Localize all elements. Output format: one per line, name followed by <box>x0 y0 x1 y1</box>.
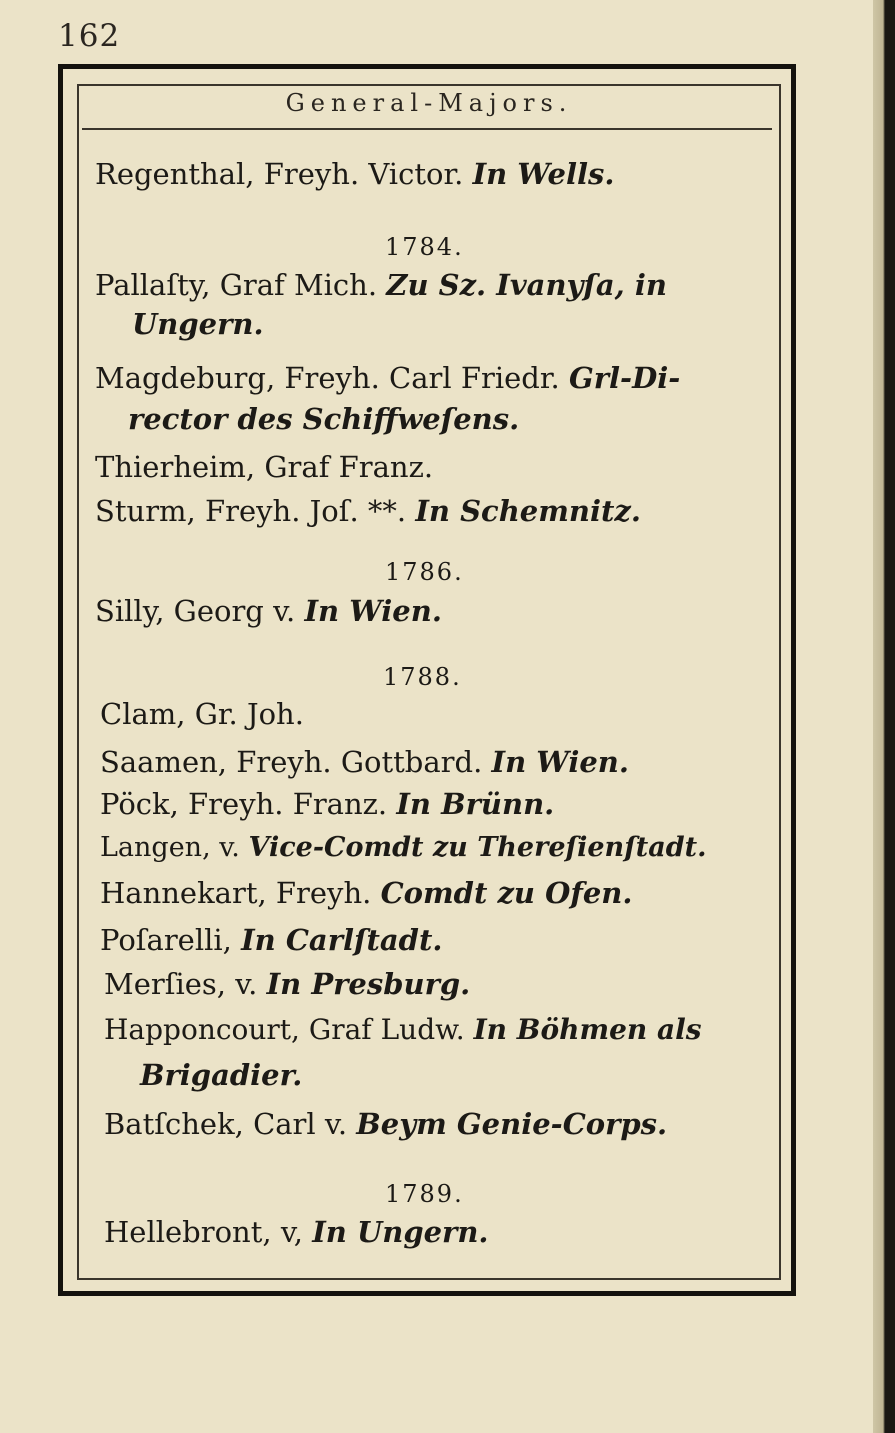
entry-happoncourt <box>104 1013 702 1046</box>
entry-note: Comdt zu Ofen. <box>380 876 633 910</box>
entry-note: In Carlſtadt. <box>241 923 443 957</box>
year-heading: 1789. <box>385 1180 464 1208</box>
entry-name: Clam, Gr. Joh. <box>100 697 304 731</box>
section-title: General-Majors. <box>285 89 573 117</box>
entry-name: Saamen, Freyh. Gottbard. <box>100 745 483 779</box>
entry-continuation: rector des Schiffweſens. <box>128 402 520 436</box>
entry-continuation: Ungern. <box>132 307 264 341</box>
entry-note: In Presburg. <box>266 967 471 1001</box>
entry-name: Poſarelli, <box>100 923 232 957</box>
entry-name: Pöck, Freyh. Franz. <box>100 787 388 821</box>
entry-note: In Brünn. <box>396 787 555 821</box>
header-rule <box>82 128 772 130</box>
entry-hannekart <box>100 876 633 910</box>
entry-name: Thierheim, Graf Franz. <box>95 450 434 484</box>
entry-poeck <box>100 787 555 821</box>
entry-note: In Wells. <box>472 157 615 191</box>
entry-note: Grl-Di- <box>568 361 681 395</box>
entry-saamen <box>100 745 629 779</box>
entry-mersies <box>104 967 471 1001</box>
entry-name: Regenthal, Freyh. Victor. <box>95 157 464 191</box>
entry-note: Vice-Comdt zu Thereſienſtadt. <box>248 832 707 863</box>
entry-name: Happoncourt, Graf Ludw. <box>104 1013 465 1046</box>
year-heading: 1786. <box>385 558 464 586</box>
entry-name: Magdeburg, Freyh. Carl Friedr. <box>95 361 560 395</box>
page-number: 162 <box>58 18 121 54</box>
entry-silly <box>95 594 442 628</box>
entry-note: In Wien. <box>304 594 442 628</box>
entry-regenthal <box>95 157 615 191</box>
entry-batschek <box>104 1107 668 1141</box>
entry-note: Beym Genie-Corps. <box>356 1107 668 1141</box>
entry-clam <box>100 697 304 731</box>
entry-pallasty <box>95 268 667 302</box>
entry-magdeburg <box>95 361 681 395</box>
entry-name: Merſies, v. <box>104 967 258 1001</box>
entry-name: Hellebront, v, <box>104 1215 303 1249</box>
entry-name: Sturm, Freyh. Joſ. **. <box>95 494 407 528</box>
year-heading: 1784. <box>385 233 464 261</box>
entry-sturm <box>95 494 641 528</box>
entry-thierheim <box>95 450 434 484</box>
entry-name: Langen, v. <box>100 832 240 863</box>
entry-hellebront <box>104 1215 489 1249</box>
entry-name: Silly, Georg v. <box>95 594 296 628</box>
entry-note: In Ungern. <box>312 1215 489 1249</box>
entry-note: Zu Sz. Ivanyſa, in <box>386 268 667 302</box>
entry-posarelli <box>100 923 443 957</box>
entry-note: In Böhmen als <box>473 1013 702 1046</box>
entry-continuation: Brigadier. <box>140 1058 303 1092</box>
entry-name: Batſchek, Carl v. <box>104 1107 348 1141</box>
entry-name: Hannekart, Freyh. <box>100 876 372 910</box>
entry-note: In Wien. <box>491 745 629 779</box>
entry-name: Pallaſty, Graf Mich. <box>95 268 378 302</box>
entry-langen <box>100 834 707 861</box>
year-heading: 1788. <box>383 663 462 691</box>
facing-page-edge <box>873 0 895 1433</box>
entry-note: In Schemnitz. <box>415 494 641 528</box>
